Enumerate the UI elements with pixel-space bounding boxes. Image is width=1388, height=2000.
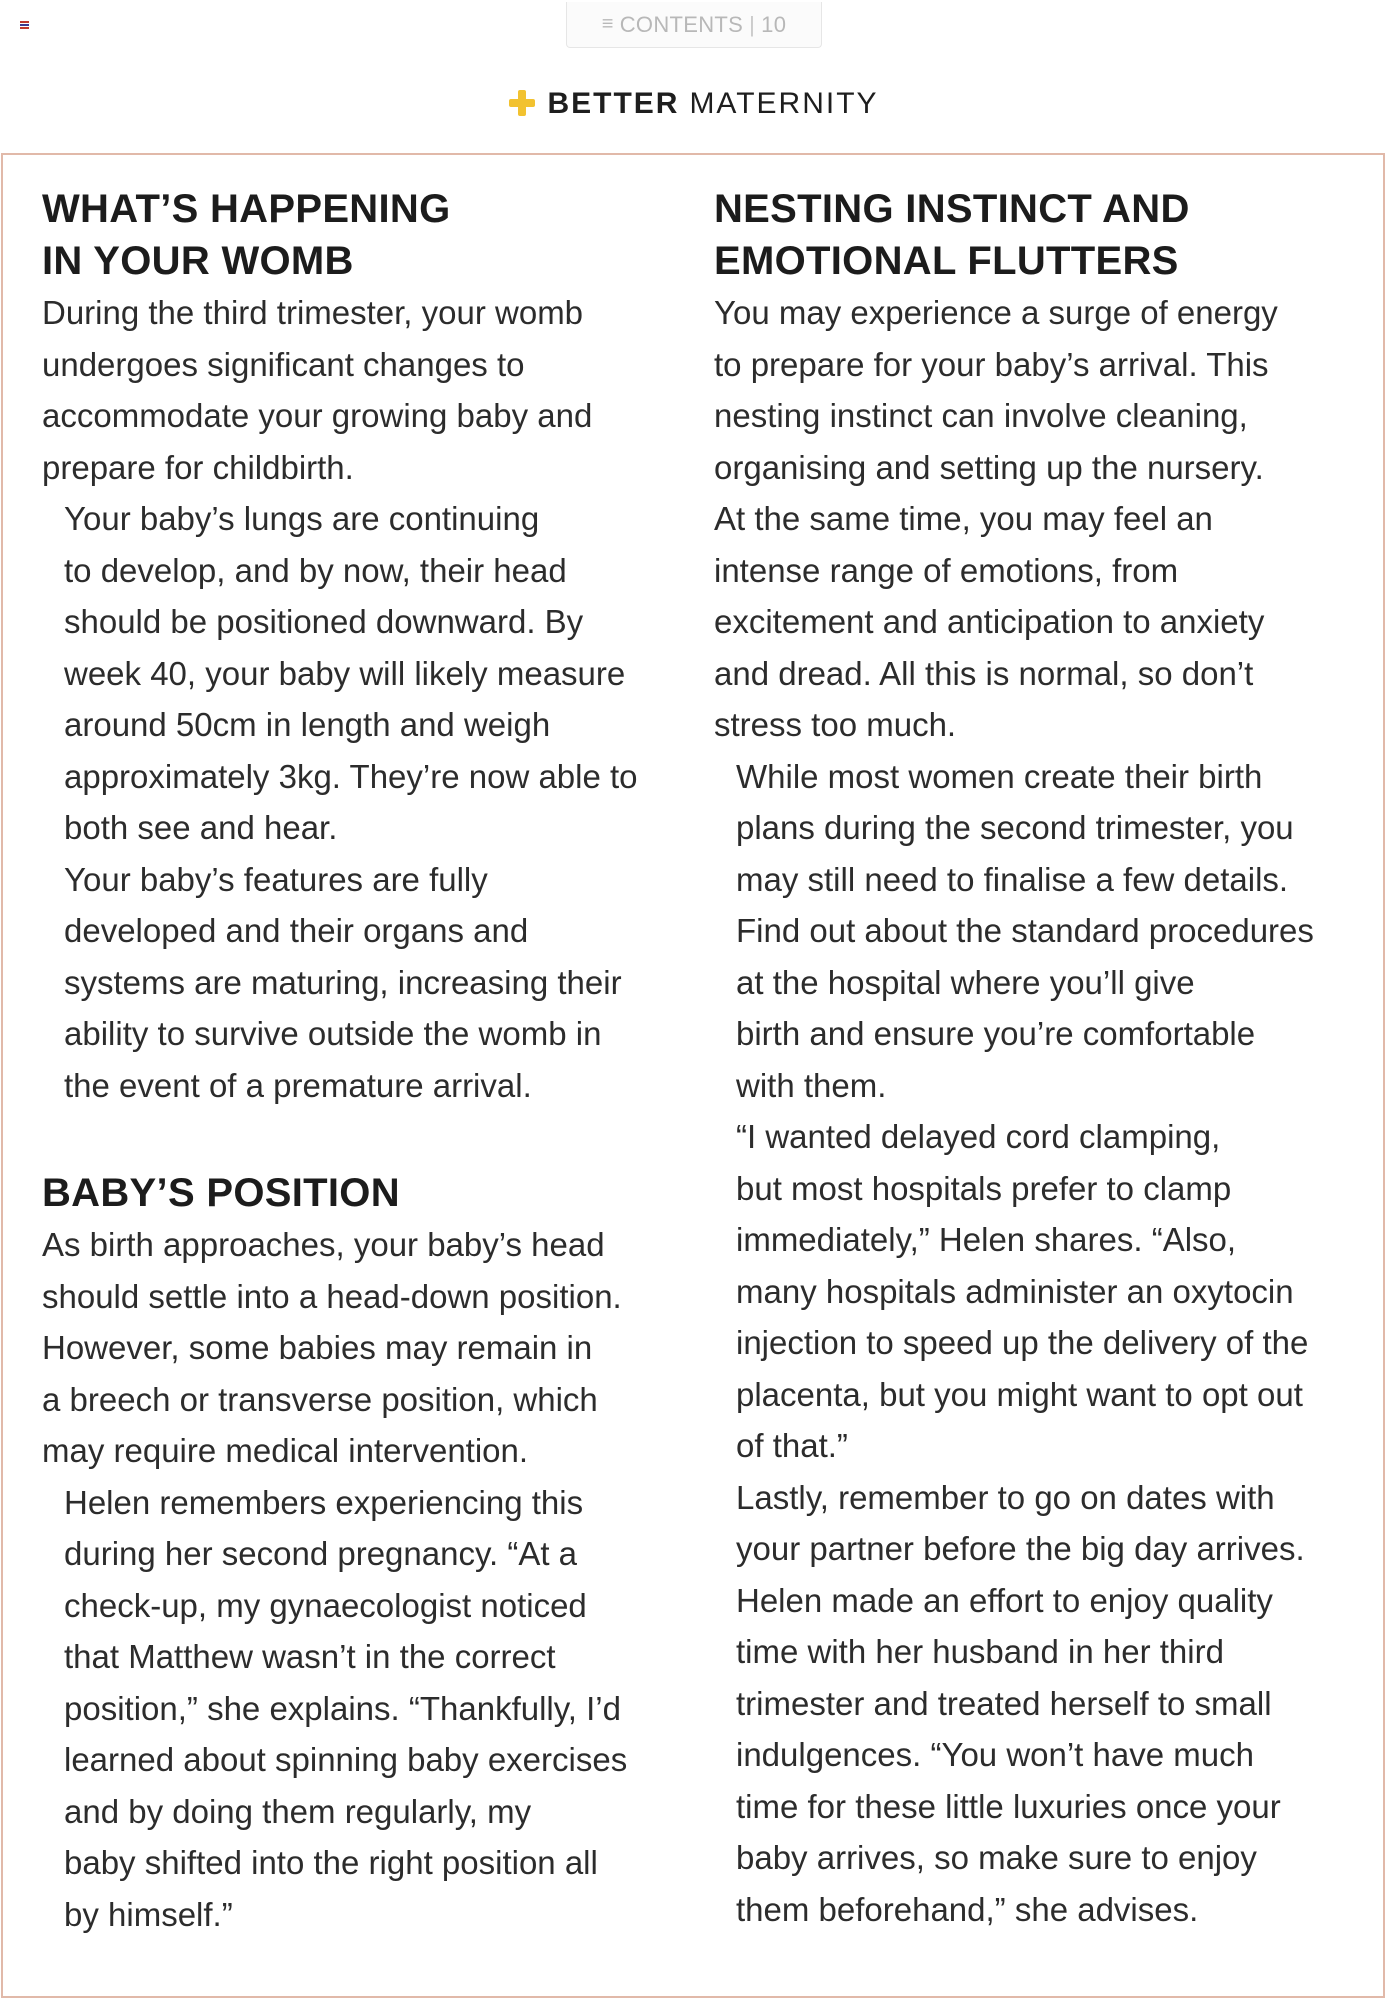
text-line: both see and hear. <box>64 809 338 846</box>
page-number: 10 <box>761 11 787 37</box>
text-line: learned about spinning baby exercises <box>64 1741 628 1778</box>
paragraph <box>42 287 692 493</box>
paragraph <box>714 287 1364 751</box>
text-line: your partner before the big day arrives. <box>736 1530 1305 1567</box>
text-line: prepare for childbirth. <box>42 448 354 486</box>
divider: | <box>749 11 756 37</box>
text-line: trimester and treated herself to small <box>736 1684 1272 1722</box>
text-line: excitement and anticipation to anxiety <box>714 603 1265 640</box>
text-line: undergoes significant changes to <box>42 345 525 383</box>
text-line: should be positioned downward. By <box>64 603 584 640</box>
text-line: to develop, and by now, their head <box>64 551 567 589</box>
text-line: may require medical intervention. <box>42 1432 529 1469</box>
text-line: that Matthew wasn’t in the correct <box>64 1638 556 1675</box>
text-line: baby shifted into the right position all <box>64 1844 598 1881</box>
text-line: developed and their organs and <box>64 912 529 949</box>
text-line: position,” she explains. “Thankfully, I’d <box>64 1689 621 1727</box>
heading-line: EMOTIONAL FLUTTERS <box>714 239 1179 283</box>
contents-button[interactable] <box>566 2 822 48</box>
text-line: but most hospitals prefer to clamp <box>736 1169 1232 1207</box>
text-line: While most women create their birth <box>736 757 1263 795</box>
text-line: Helen remembers experiencing this <box>64 1483 584 1521</box>
text-line: Lastly, remember to go on dates with <box>736 1478 1275 1516</box>
heading-whats-happening <box>42 183 692 287</box>
paragraph <box>42 1219 692 1477</box>
brand-header <box>0 84 1388 124</box>
text-line: by himself.” <box>64 1895 233 1933</box>
text-line: with them. <box>736 1066 887 1104</box>
text-line: stress too much. <box>714 706 957 743</box>
text-line: and by doing them regularly, my <box>64 1792 532 1830</box>
paragraph <box>42 1477 692 1941</box>
text-line: may still need to finalise a few details. <box>736 860 1289 898</box>
text-line: time for these little luxuries once your <box>736 1787 1281 1825</box>
text-line: birth and ensure you’re comfortable <box>736 1015 1256 1052</box>
text-line: of that.” <box>736 1427 848 1464</box>
text-line: intense range of emotions, from <box>714 551 1179 589</box>
plus-cross-icon <box>509 90 535 116</box>
text-line: around 50cm in length and weigh <box>64 706 551 743</box>
text-line: However, some babies may remain in <box>42 1329 593 1366</box>
heading-line: IN YOUR WOMB <box>42 239 354 283</box>
text-line: nesting instinct can involve cleaning, <box>714 397 1248 434</box>
flag-icon <box>20 21 29 29</box>
text-line: plans during the second trimester, you <box>736 809 1294 846</box>
text-line: During the third trimester, your womb <box>42 294 584 331</box>
text-line: time with her husband in her third <box>736 1633 1224 1670</box>
contents-label: CONTENTS <box>619 11 744 37</box>
text-line: during her second pregnancy. “At a <box>64 1535 578 1572</box>
text-line: At the same time, you may feel an <box>714 500 1213 537</box>
text-line: check-up, my gynaecologist noticed <box>64 1586 587 1624</box>
heading-nesting-instinct <box>714 183 1364 287</box>
text-line: should settle into a head-down position. <box>42 1277 622 1315</box>
heading-babys-position <box>42 1167 692 1219</box>
text-line: “I wanted delayed cord clamping, <box>736 1118 1221 1155</box>
text-line: approximately 3kg. They’re now able to <box>64 757 638 795</box>
text-line: Your baby’s features are fully <box>64 860 488 898</box>
paragraph <box>714 1111 1364 1472</box>
text-line: ability to survive outside the womb in <box>64 1015 602 1052</box>
right-column <box>714 183 1364 1935</box>
heading-line: BABY’S POSITION <box>42 1171 400 1215</box>
text-line: Helen made an effort to enjoy quality <box>736 1581 1273 1619</box>
text-line: You may experience a surge of energy <box>714 294 1278 331</box>
text-line: many hospitals administer an oxytocin <box>736 1272 1294 1310</box>
text-line: placenta, but you might want to opt out <box>736 1375 1303 1413</box>
text-line: organising and setting up the nursery. <box>714 448 1264 486</box>
paragraph <box>42 493 692 854</box>
heading-line: WHAT’S HAPPENING <box>42 187 451 231</box>
heading-line: NESTING INSTINCT AND <box>714 187 1190 231</box>
brand-bold: BETTER <box>547 87 680 120</box>
text-line: at the hospital where you’ll give <box>736 963 1195 1001</box>
paragraph <box>714 1472 1364 1936</box>
text-line: and dread. All this is normal, so don’t <box>714 654 1254 692</box>
text-line: Find out about the standard procedures <box>736 912 1314 949</box>
text-line: them beforehand,” she advises. <box>736 1890 1199 1928</box>
text-line: immediately,” Helen shares. “Also, <box>736 1221 1237 1258</box>
text-line: systems are maturing, increasing their <box>64 963 622 1001</box>
text-line: accommodate your growing baby and <box>42 397 593 434</box>
text-line: indulgences. “You won’t have much <box>736 1736 1254 1773</box>
text-line: Your baby’s lungs are continuing <box>64 500 540 537</box>
text-line: week 40, your baby will likely measure <box>64 654 626 692</box>
left-column <box>42 183 692 1940</box>
text-line: to prepare for your baby’s arrival. This <box>714 345 1269 383</box>
text-line: the event of a premature arrival. <box>64 1066 532 1104</box>
text-line: a breech or transverse position, which <box>42 1380 598 1418</box>
text-line: injection to speed up the delivery of the <box>736 1324 1309 1361</box>
paragraph <box>714 751 1364 1112</box>
text-line: baby arrives, so make sure to enjoy <box>736 1839 1257 1876</box>
menu-icon: ≡ <box>601 13 614 35</box>
text-line: As birth approaches, your baby’s head <box>42 1226 605 1263</box>
paragraph <box>42 854 692 1112</box>
brand-regular: MATERNITY <box>689 87 879 120</box>
